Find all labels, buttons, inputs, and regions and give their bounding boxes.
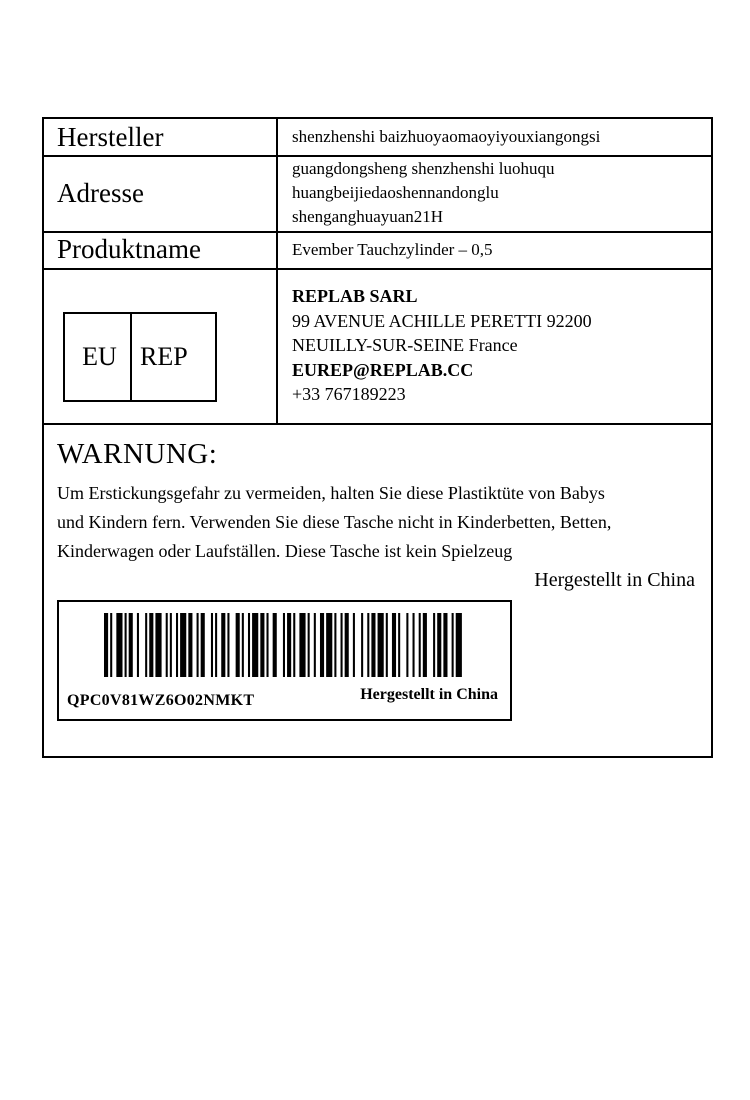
made-in-text: Hergestellt in China xyxy=(534,569,695,591)
product-row xyxy=(44,231,711,270)
manufacturer-row xyxy=(44,119,711,157)
address-line: huangbeijiedaoshennandonglu xyxy=(292,183,499,202)
warning-line: und Kindern fern. Verwenden Sie diese Tasche nicht in Kinderbetten, Betten, xyxy=(57,512,612,532)
warning-line: Um Erstickungsgefahr zu vermeiden, halten Sie diese Plastiktüte von Babys xyxy=(57,483,605,503)
product-label xyxy=(42,117,713,758)
address-line: guangdongsheng shenzhenshi luohuqu xyxy=(292,159,555,178)
eu-rep-symbol-eu: EU xyxy=(65,314,132,400)
manufacturer-label: Hersteller xyxy=(44,119,278,155)
barcode-code: QPC0V81WZ6O02NMKT xyxy=(67,692,255,709)
address-label: Adresse xyxy=(44,155,278,231)
eu-rep-address-line: NEUILLY-SUR-SEINE France xyxy=(292,335,518,356)
warning-title: WARNUNG: xyxy=(57,438,218,470)
eu-rep-email: EUREP@REPLAB.CC xyxy=(292,359,474,380)
manufacturer-name: shenzhenshi baizhuoyaomaoyiyouxiangongsi xyxy=(292,127,601,146)
warning-line: Kinderwagen oder Laufställen. Diese Tasche ist kein Spielzeug xyxy=(57,541,513,561)
barcode-box xyxy=(57,600,512,721)
eu-rep-details xyxy=(278,284,711,407)
eu-rep-row xyxy=(44,268,711,425)
warning-section xyxy=(44,425,711,756)
eu-rep-symbol-cell xyxy=(44,268,278,423)
address-row xyxy=(44,155,711,233)
product-value xyxy=(278,231,711,268)
product-name: Evember Tauchzylinder – 0,5 xyxy=(292,239,493,259)
warning-text xyxy=(57,479,697,566)
barcode-icon xyxy=(104,613,466,677)
product-label-cell: Produktname xyxy=(44,231,278,268)
manufacturer-value xyxy=(278,119,711,155)
barcode-made-in: Hergestellt in China xyxy=(360,686,498,703)
address-line: shenganghuayuan21H xyxy=(292,207,444,226)
eu-rep-symbol xyxy=(63,312,217,402)
eu-rep-company: REPLAB SARL xyxy=(292,286,418,306)
address-value xyxy=(278,155,711,231)
eu-rep-address-line: 99 AVENUE ACHILLE PERETTI 92200 xyxy=(292,310,592,331)
eu-rep-symbol-rep: REP xyxy=(140,342,188,371)
eu-rep-phone: +33 767189223 xyxy=(292,384,406,405)
